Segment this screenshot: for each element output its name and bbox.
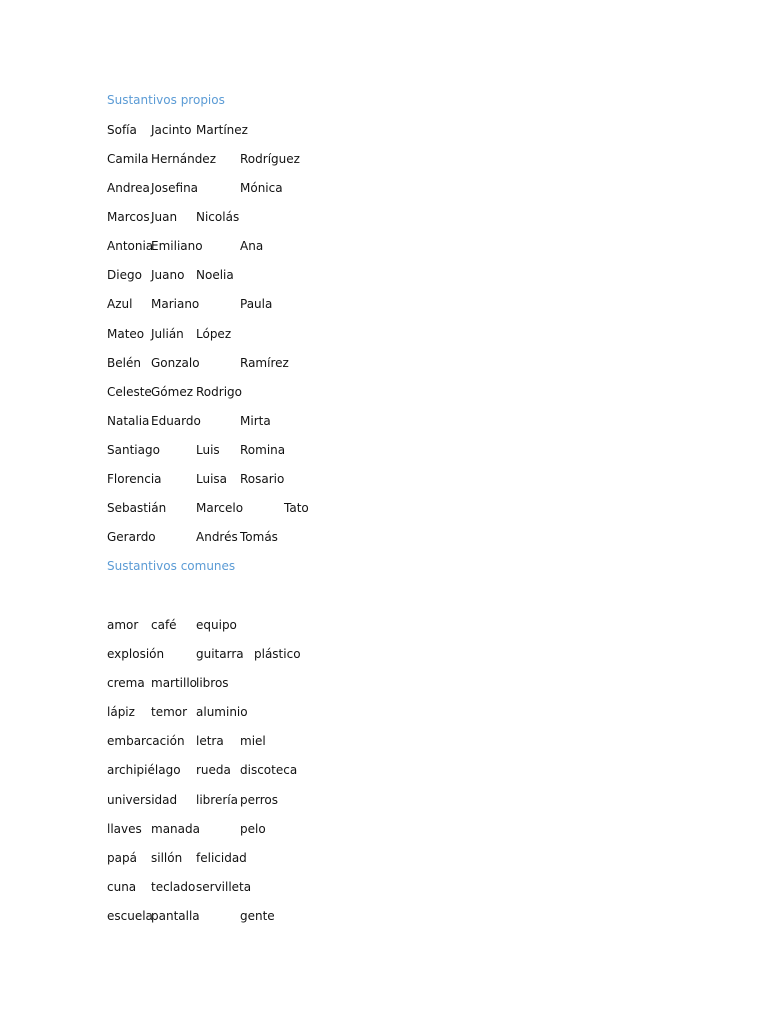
propios-row xyxy=(107,266,707,284)
word: Rosario xyxy=(240,472,285,486)
word: Azul xyxy=(107,297,133,311)
word: Gómez xyxy=(151,385,194,399)
propios-row xyxy=(107,412,707,430)
word: discoteca xyxy=(240,763,298,777)
word: Juano xyxy=(151,268,185,282)
word: Sebastián xyxy=(107,501,167,515)
word: gente xyxy=(240,909,275,923)
word: Gerardo xyxy=(107,530,156,544)
propios-row xyxy=(107,150,707,168)
word: Diego xyxy=(107,268,142,282)
word: teclado xyxy=(151,880,196,894)
propios-row xyxy=(107,295,707,313)
propios-row xyxy=(107,325,707,343)
word: Paula xyxy=(240,297,273,311)
word: Natalia xyxy=(107,414,150,428)
comunes-row xyxy=(107,878,707,896)
word: Belén xyxy=(107,356,141,370)
word: Sofía xyxy=(107,123,137,137)
word: Jacinto xyxy=(151,123,192,137)
word: servilleta xyxy=(196,880,252,894)
comunes-row xyxy=(107,732,707,750)
comunes-row xyxy=(107,674,707,692)
propios-row xyxy=(107,237,707,255)
word: Gonzalo xyxy=(151,356,200,370)
word: Josefina xyxy=(151,181,199,195)
word: pelo xyxy=(240,822,266,836)
word: crema xyxy=(107,676,145,690)
word: Mateo xyxy=(107,327,145,341)
heading-sustantivos-propios: Sustantivos propios xyxy=(107,93,225,107)
comunes-row xyxy=(107,761,707,779)
word: aluminio xyxy=(196,705,248,719)
word: martillo xyxy=(151,676,198,690)
word: cuna xyxy=(107,880,137,894)
word: Juan xyxy=(151,210,178,224)
heading-sustantivos-comunes: Sustantivos comunes xyxy=(107,559,236,573)
word: Martínez xyxy=(196,123,248,137)
word: Hernández xyxy=(151,152,216,166)
word: Santiago xyxy=(107,443,160,457)
word: universidad xyxy=(107,793,178,807)
word: Noelia xyxy=(196,268,234,282)
word: Andrea xyxy=(107,181,150,195)
propios-row xyxy=(107,208,707,226)
word: llaves xyxy=(107,822,142,836)
word: Antonia xyxy=(107,239,154,253)
word: Ramírez xyxy=(240,356,289,370)
word: Andrés xyxy=(196,530,238,544)
propios-row xyxy=(107,470,707,488)
word: perros xyxy=(240,793,278,807)
word: Ana xyxy=(240,239,264,253)
comunes-row xyxy=(107,820,707,838)
propios-row xyxy=(107,354,707,372)
word: Mónica xyxy=(240,181,283,195)
comunes-row xyxy=(107,791,707,809)
propios-row xyxy=(107,179,707,197)
word: sillón xyxy=(151,851,183,865)
word: Marcos xyxy=(107,210,150,224)
word: equipo xyxy=(196,618,237,632)
word: Camila xyxy=(107,152,149,166)
propios-row xyxy=(107,528,707,546)
word: Emiliano xyxy=(151,239,203,253)
word: explosión xyxy=(107,647,165,661)
word: lápiz xyxy=(107,705,135,719)
word: Tato xyxy=(284,501,309,515)
word: felicidad xyxy=(196,851,247,865)
word: café xyxy=(151,618,177,632)
word: archipiélago xyxy=(107,763,181,777)
word: librería xyxy=(196,793,238,807)
word: Tomás xyxy=(240,530,278,544)
word: libros xyxy=(196,676,229,690)
word: Julián xyxy=(151,327,184,341)
word: Mirta xyxy=(240,414,271,428)
word: pantalla xyxy=(151,909,200,923)
word: Mariano xyxy=(151,297,200,311)
word: papá xyxy=(107,851,137,865)
propios-row xyxy=(107,441,707,459)
comunes-row xyxy=(107,645,707,663)
propios-row xyxy=(107,499,707,517)
word: Nicolás xyxy=(196,210,240,224)
word: Romina xyxy=(240,443,286,457)
word: embarcación xyxy=(107,734,185,748)
word: Eduardo xyxy=(151,414,201,428)
word: temor xyxy=(151,705,188,719)
word: Marcelo xyxy=(196,501,244,515)
word: escuela xyxy=(107,909,153,923)
comunes-row xyxy=(107,616,707,634)
word: Rodríguez xyxy=(240,152,300,166)
propios-row xyxy=(107,121,707,139)
word: Rodrigo xyxy=(196,385,242,399)
word: Florencia xyxy=(107,472,162,486)
word: guitarra xyxy=(196,647,244,661)
word: López xyxy=(196,327,232,341)
word: rueda xyxy=(196,763,231,777)
word: miel xyxy=(240,734,266,748)
word: Celeste xyxy=(107,385,152,399)
comunes-row xyxy=(107,849,707,867)
word: Luis xyxy=(196,443,220,457)
word: letra xyxy=(196,734,224,748)
propios-row xyxy=(107,383,707,401)
word: plástico xyxy=(254,647,301,661)
word: amor xyxy=(107,618,139,632)
comunes-row xyxy=(107,907,707,925)
word: Luisa xyxy=(196,472,228,486)
comunes-row xyxy=(107,703,707,721)
word: manada xyxy=(151,822,200,836)
